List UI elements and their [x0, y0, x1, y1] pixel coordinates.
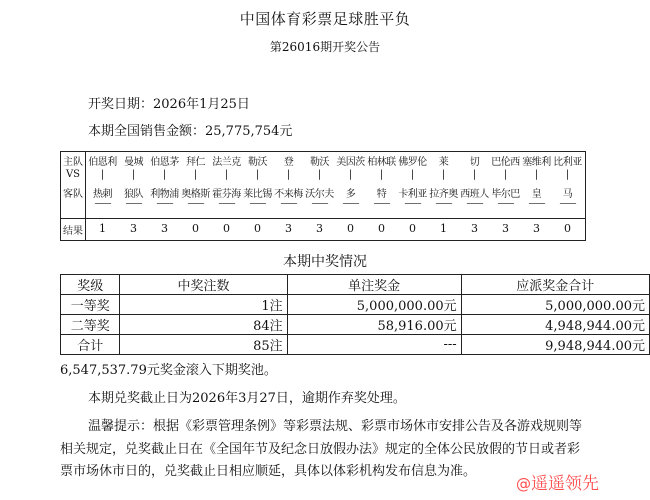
away-team: 狼队: [124, 189, 143, 200]
vs-separator: |: [441, 169, 446, 180]
home-team: 佛罗伦: [398, 157, 427, 168]
match-column: [552, 152, 583, 240]
home-team: 莱: [438, 157, 449, 168]
vs-separator: |: [100, 169, 105, 180]
vs-separator: |: [565, 169, 570, 180]
match-result: 3: [533, 222, 540, 235]
at-symbol: @: [516, 475, 531, 493]
match-result: 3: [161, 222, 168, 235]
match-result: 0: [192, 222, 199, 235]
match-column: [180, 152, 211, 240]
vs-separator: |: [255, 169, 260, 180]
dash-separator: ——: [280, 199, 297, 209]
home-team: 巴伦西: [491, 157, 520, 168]
match-result: 0: [223, 222, 230, 235]
vs-row-label: VS: [65, 169, 81, 180]
dash-separator: ——: [497, 199, 514, 209]
home-team: 勒沃: [248, 157, 267, 168]
dash-separator: ——: [342, 199, 359, 209]
home-team: 比利亚: [553, 157, 582, 168]
watermark: [516, 469, 599, 494]
match-column: [149, 152, 180, 240]
home-team: 勒沃: [310, 157, 329, 168]
vs-separator: |: [162, 169, 167, 180]
home-team: 法兰克: [212, 157, 241, 168]
header-level: 奖级: [61, 275, 120, 295]
prize-table: [60, 274, 650, 355]
dash-separator: ——: [559, 199, 576, 209]
unit-prize: 5,000,000.00元: [287, 295, 461, 315]
vs-separator: |: [534, 169, 539, 180]
prize-level: 二等奖: [61, 315, 120, 335]
match-column: [366, 152, 397, 240]
claim-deadline: 本期兑奖截止日为2026年3月27日，逾期作弃奖处理。: [88, 391, 406, 406]
match-result: 3: [285, 222, 292, 235]
home-team: 登: [283, 157, 294, 168]
label-column-divider: [85, 152, 86, 240]
dash-separator: ——: [311, 199, 328, 209]
vs-separator: |: [224, 169, 229, 180]
prize-heading: 本期中奖情况: [283, 254, 367, 270]
match-result: 3: [502, 222, 509, 235]
away-team: 特: [376, 189, 387, 200]
reminder-paragraph: 温馨提示：根据《彩票管理条例》等彩票法规、彩票市场休市安排公告及各游戏规则等相关规定，兑奖截止日在《全国年节及纪念日放假办法》规定的全体公民放假的节日或者彩票市场休市日的，兑奖截止日相应顺延，具体以体彩机构发布信息为准。: [60, 419, 583, 479]
total-prize: 9,948,944.00元: [461, 335, 649, 355]
match-result: 0: [409, 222, 416, 235]
dash-separator: ——: [94, 199, 111, 209]
prize-level: 一等奖: [61, 295, 120, 315]
match-column: [304, 152, 335, 240]
vs-separator: |: [503, 169, 508, 180]
away-team: 莱比锡: [243, 189, 272, 200]
home-team: 柏林联: [367, 157, 396, 168]
match-result-table: [60, 151, 586, 241]
dash-separator: ——: [528, 199, 545, 209]
away-team: 霍芬海: [212, 189, 241, 200]
home-row-label: 主队: [63, 157, 83, 168]
match-result: 3: [316, 222, 323, 235]
match-column: [335, 152, 366, 240]
match-column: [273, 152, 304, 240]
match-result: 0: [254, 222, 261, 235]
winner-count: 85注: [120, 335, 287, 355]
away-team: 西班人: [460, 189, 489, 200]
watermark-name: 遥遥领先: [531, 474, 599, 494]
home-team: 切: [469, 157, 480, 168]
away-team: 不来梅: [274, 189, 303, 200]
dash-separator: ——: [218, 199, 235, 209]
match-result: 0: [564, 222, 571, 235]
prize-level: 合计: [61, 335, 120, 355]
away-team: 热刺: [93, 189, 112, 200]
away-team: 皇: [531, 189, 542, 200]
dash-separator: ——: [466, 199, 483, 209]
open-date: 开奖日期：2026年1月25日: [88, 97, 250, 112]
announcement-title: 中国体育彩票足球胜平负: [239, 10, 411, 28]
winner-count: 1注: [120, 295, 287, 315]
vs-separator: |: [410, 169, 415, 180]
table-row: [61, 335, 650, 355]
match-column: [87, 152, 118, 240]
home-team: 塞维利: [522, 157, 551, 168]
rollover-note: 6,547,537.79元奖金滚入下期奖池。: [60, 363, 277, 378]
table-row: [61, 315, 650, 335]
sales-amount: 本期全国销售金额：25,775,754元: [88, 124, 293, 139]
match-result: 3: [130, 222, 137, 235]
home-team: 伯恩茅: [150, 157, 179, 168]
away-team: 利物浦: [150, 189, 179, 200]
header-unit-prize: 单注奖金: [287, 275, 461, 295]
dash-separator: ——: [187, 199, 204, 209]
dash-separator: ——: [249, 199, 266, 209]
away-team: 卡利亚: [398, 189, 427, 200]
home-team: 伯恩利: [88, 157, 117, 168]
dash-separator: ——: [404, 199, 421, 209]
home-team: 曼城: [124, 157, 143, 168]
result-row-label: 结果: [63, 226, 83, 237]
match-column: [397, 152, 428, 240]
dash-separator: ——: [156, 199, 173, 209]
table-row: [61, 295, 650, 315]
away-team: 沃尔夫: [305, 189, 334, 200]
match-column: [211, 152, 242, 240]
match-column: [242, 152, 273, 240]
winner-count: 84注: [120, 315, 287, 335]
away-team: 拉齐奥: [429, 189, 458, 200]
total-prize: 4,948,944.00元: [461, 315, 649, 335]
away-team: 毕尔巴: [491, 189, 520, 200]
vs-separator: |: [379, 169, 384, 180]
vs-separator: |: [286, 169, 291, 180]
dash-separator: ——: [125, 199, 142, 209]
match-column: [521, 152, 552, 240]
match-result: 0: [378, 222, 385, 235]
match-result: 0: [347, 222, 354, 235]
header-total-prize: 应派奖金合计: [461, 275, 649, 295]
match-column: [428, 152, 459, 240]
home-team: 美因茨: [336, 157, 365, 168]
vs-separator: |: [193, 169, 198, 180]
away-team: 马: [562, 189, 573, 200]
home-team: 拜仁: [186, 157, 205, 168]
match-result: 1: [99, 222, 106, 235]
prize-header-row: [61, 275, 650, 295]
vs-separator: |: [472, 169, 477, 180]
announcement-subtitle: 第26016期开奖公告: [269, 40, 381, 54]
header-count: 中奖注数: [120, 275, 287, 295]
vs-separator: |: [317, 169, 322, 180]
match-column: [459, 152, 490, 240]
dash-separator: ——: [373, 199, 390, 209]
unit-prize: 58,916.00元: [287, 315, 461, 335]
dash-separator: ——: [435, 199, 452, 209]
match-result: 3: [471, 222, 478, 235]
match-column: [490, 152, 521, 240]
match-columns: [87, 152, 583, 240]
vs-separator: |: [131, 169, 136, 180]
match-result: 1: [440, 222, 447, 235]
away-team: 多: [345, 189, 356, 200]
unit-prize: ---: [287, 335, 461, 355]
vs-separator: |: [348, 169, 353, 180]
match-column: [118, 152, 149, 240]
total-prize: 5,000,000.00元: [461, 295, 649, 315]
away-row-label: 客队: [63, 189, 83, 200]
away-team: 奥格斯: [181, 189, 210, 200]
